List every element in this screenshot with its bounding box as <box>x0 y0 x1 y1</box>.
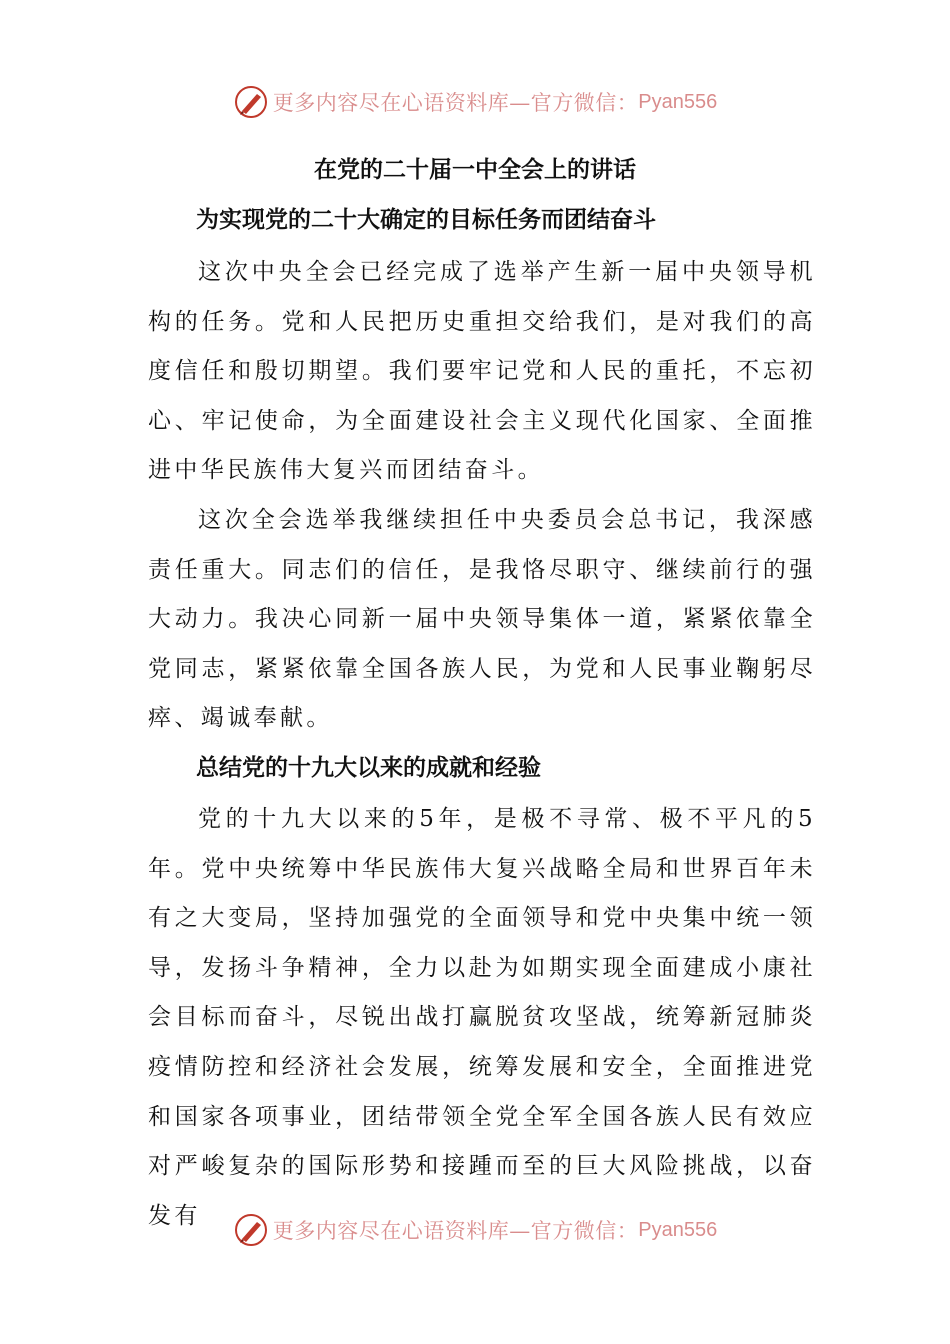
watermark-text: 更多内容尽在心语资料库—官方微信： <box>272 91 639 115</box>
pen-logo-icon <box>233 1212 269 1248</box>
pen-logo-icon <box>233 84 269 120</box>
document-title: 在党的二十届一中全会上的讲话 <box>314 157 636 183</box>
paragraph-2: 这次全会选举我继续担任中央委员会总书记，我深感责任重大。同志们的信任，是我恪尽职守、继续前行的强大动力。我决心同新一届中央领导集体一道，紧紧依靠全党同志，紧紧依靠全国各族人民，为党和人民事业鞠躬尽瘁、竭诚奉献。 <box>148 507 816 732</box>
watermark-text: 更多内容尽在心语资料库—官方微信： <box>272 1219 639 1243</box>
paragraph-1: 这次中央全会已经完成了选举产生新一届中央领导机构的任务。党和人民把历史重担交给我们，是对我们的高度信任和殷切期望。我们要牢记党和人民的重托，不忘初心、牢记使命，为全面建设社会主义现代化国家、全面推进中华民族伟大复兴而团结奋斗。 <box>148 259 816 484</box>
watermark-wechat-id: Pyan556 <box>638 1218 718 1241</box>
watermark-banner-bottom <box>0 1208 950 1252</box>
paragraph-3: 党的十九大以来的5年，是极不寻常、极不平凡的5年。党中央统筹中华民族伟大复兴战略全局和世界百年未有之大变局，坚持加强党的全面领导和党中央集中统一领导，发扬斗争精神，全力以赴为如期实现全面建成小康社会目标而奋斗，尽锐出战打赢脱贫攻坚战，统筹新冠肺炎疫情防控和经济社会发展，统筹发展和安全，全面推进党和国家各项事业，团结带领全党全军全国各族人民有效应对严峻复杂的国际形势和接踵而至的巨大风险挑战，以奋发有 <box>148 806 816 1229</box>
watermark-banner-top <box>0 80 950 124</box>
watermark-wechat-id: Pyan556 <box>638 90 718 113</box>
section-heading-1: 为实现党的二十大确定的目标任务而团结奋斗 <box>196 207 656 233</box>
section-heading-2: 总结党的十九大以来的成就和经验 <box>196 755 541 781</box>
